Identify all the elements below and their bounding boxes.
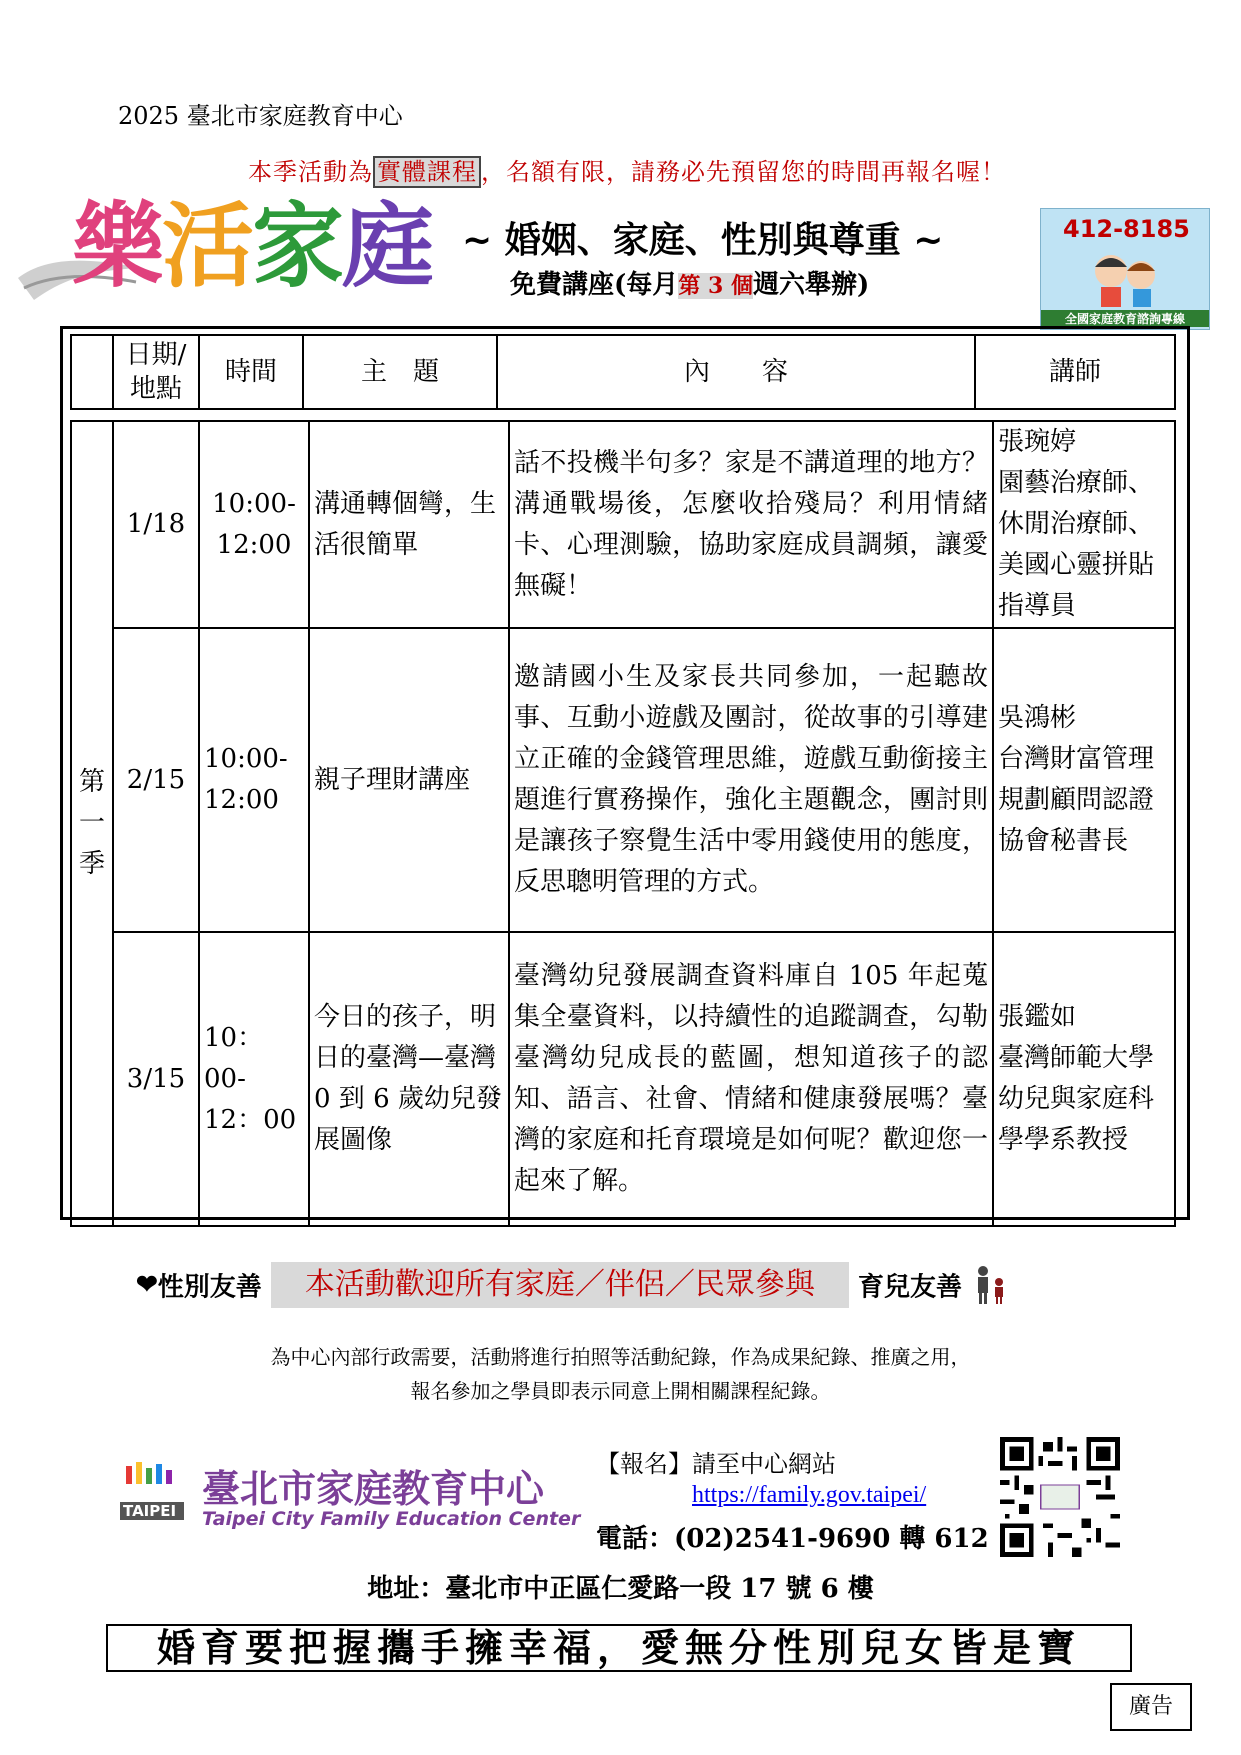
hotline-badge	[1040, 208, 1210, 330]
row-content: 話不投機半句多？家是不講道理的地方？溝通戰場後，怎麼收拾殘局？利用情緒卡、心理測驗，協助家庭成員調頻，讓愛無礙！	[509, 421, 993, 628]
table-row	[71, 628, 1175, 932]
welcome-message: 本活動歡迎所有家庭／伴侶／民眾參與	[271, 1262, 849, 1308]
logo-char: 活	[162, 192, 253, 300]
subhead-after: 週六舉辦)	[752, 270, 870, 300]
header-blank-cell	[71, 335, 113, 409]
taipei-mark-text: TAIPEI	[120, 1502, 184, 1520]
subheadline	[510, 264, 869, 301]
row-lecturer: 張鑑如 臺灣師範大學幼兒與家庭科學學系教授	[993, 932, 1175, 1226]
registration-label: 【報名】請至中心網站	[596, 1450, 836, 1478]
row-date: 3/15	[113, 932, 199, 1226]
org-name-en: Taipei City Family Education Center	[202, 1508, 581, 1530]
row-time: 10：00- 12：00	[199, 932, 309, 1226]
taipei-logo-icon	[120, 1460, 184, 1502]
logo-char: 家	[252, 192, 343, 300]
logo-char: 庭	[342, 192, 433, 300]
friendly-banner	[136, 1262, 1009, 1308]
row-topic: 溝通轉個彎，生活很簡單	[309, 421, 509, 628]
row-date: 2/15	[113, 628, 199, 932]
parent-child-icon	[971, 1265, 1009, 1305]
notice-before: 本季活動為	[248, 158, 373, 186]
row-lecturer: 吳鴻彬 台灣財富管理規劃顧問認證協會秘書長	[993, 628, 1175, 932]
logo-char: 樂	[72, 192, 163, 300]
notice-highlight: 實體課程	[373, 156, 481, 188]
schedule-header-table	[70, 334, 1176, 410]
header-content: 內 容	[497, 335, 975, 409]
hotline-number: 412-8185	[1063, 215, 1190, 243]
season-label: 第 一 季	[71, 421, 113, 1226]
table-header-row	[71, 335, 1175, 409]
hotline-caption: 全國家庭教育諮詢專線	[1041, 310, 1209, 327]
row-lecturer: 張琬婷 園藝治療師、休閒治療師、美國心靈拼貼指導員	[993, 421, 1175, 628]
headline: ~ 婚姻、家庭、性別與尊重 ~	[462, 220, 944, 261]
slogan-box: 婚育要把握攜手擁幸福，愛無分性別兒女皆是寶	[106, 1624, 1132, 1672]
qr-code-icon[interactable]	[1000, 1437, 1120, 1557]
header-date: 日期/ 地點	[113, 335, 199, 409]
header-topic: 主 題	[303, 335, 497, 409]
family-cartoon-icon	[1081, 245, 1171, 309]
address: 地址：臺北市中正區仁愛路一段 17 號 6 樓	[367, 1574, 874, 1604]
subhead-before: 免費講座(每月	[510, 270, 679, 300]
row-content: 臺灣幼兒發展調查資料庫自 105 年起蒐集全臺資料，以持續性的追蹤調查，勾勒臺灣幼兒成長的藍圖，想知道孩子的認知、語言、社會、情緒和健康發展嗎？臺灣的家庭和托育環境是如何呢？歡迎您一起來了解。	[509, 932, 993, 1226]
header-time: 時間	[199, 335, 303, 409]
ad-label: 廣告	[1110, 1683, 1192, 1731]
org-name-cn: 臺北市家庭教育中心	[202, 1467, 545, 1511]
year-org-line: 2025 臺北市家庭教育中心	[118, 102, 403, 130]
taipei-logo	[120, 1460, 184, 1520]
schedule-body-table	[70, 420, 1176, 1227]
program-logo-title	[72, 192, 433, 300]
table-row	[71, 421, 1175, 628]
notice-banner	[248, 152, 1006, 187]
row-date: 1/18	[113, 421, 199, 628]
notice-after: ，名額有限，請務必先預留您的時間再報名喔！	[481, 158, 1006, 186]
subhead-highlight: 第 3 個	[678, 273, 753, 299]
parenting-friendly-label: 育兒友善	[857, 1272, 962, 1303]
gender-friendly-label: 性別友善	[157, 1272, 262, 1303]
disclaimer-line: 為中心內部行政需要，活動將進行拍照等活動紀錄，作為成果紀錄、推廣之用，	[270, 1345, 971, 1369]
row-time: 10:00- 12:00	[199, 421, 309, 628]
heart-icon: ❤	[136, 1270, 158, 1300]
header-lecturer: 講師	[975, 335, 1175, 409]
website-link[interactable]: https://family.gov.taipei/	[692, 1482, 927, 1508]
row-time: 10:00- 12:00	[199, 628, 309, 932]
table-row	[71, 932, 1175, 1226]
row-topic: 今日的孩子，明日的臺灣—臺灣 0 到 6 歲幼兒發展圖像	[309, 932, 509, 1226]
phone-number: 電話：(02)2541-9690 轉 612	[596, 1524, 989, 1554]
row-topic: 親子理財講座	[309, 628, 509, 932]
row-content: 邀請國小生及家長共同參加，一起聽故事、互動小遊戲及團討，從故事的引導建立正確的金錢管理思維，遊戲互動銜接主題進行實務操作，強化主題觀念，團討則是讓孩子察覺生活中零用錢使用的態度，反思聰明管理的方式。	[509, 628, 993, 932]
disclaimer-line: 報名參加之學員即表示同意上開相關課程紀錄。	[410, 1379, 831, 1403]
